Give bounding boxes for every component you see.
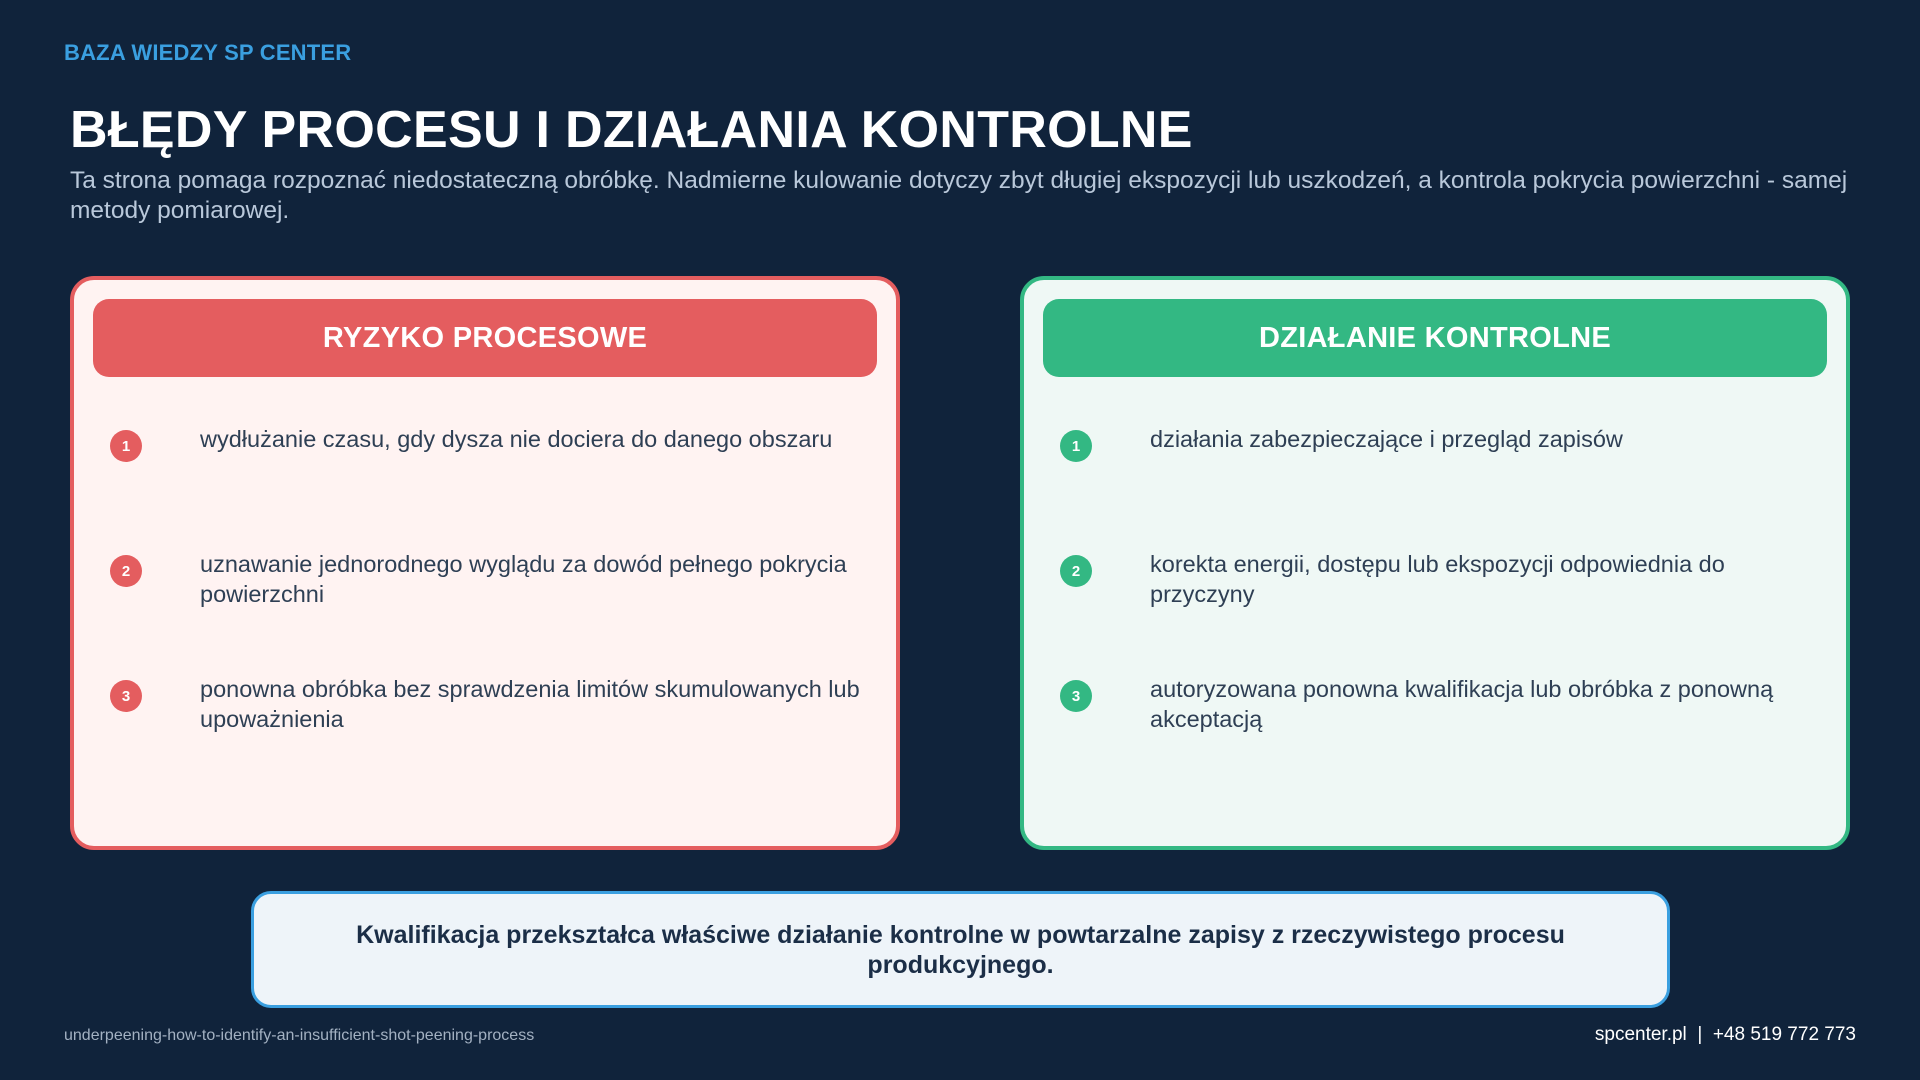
number-badge: 1 — [1060, 430, 1092, 462]
number-badge: 3 — [1060, 680, 1092, 712]
risk-item-text: uznawanie jednorodnego wyglądu za dowód pełnego pokrycia powierzchni — [200, 551, 847, 607]
footer-contact: spcenter.pl | +48 519 772 773 — [1594, 1024, 1856, 1045]
risk-panel — [70, 276, 900, 850]
control-panel — [1020, 276, 1850, 850]
page-subtitle: Ta strona pomaga rozpoznać niedostateczną obróbkę. Nadmierne kulowanie dotyczy zbyt długiej ekspozycji lub uszkodzeń, a kontrola pokrycia powierzchni - samej metody pomiarowej. — [70, 167, 1848, 224]
control-item-text: korekta energii, dostępu lub ekspozycji odpowiednia do przyczyny — [1150, 551, 1725, 607]
risk-item-text: ponowna obróbka bez sprawdzenia limitów skumulowanych lub upoważnienia — [200, 676, 860, 732]
summary-callout-text: Kwalifikacja przekształca właściwe działanie kontrolne w powtarzalne zapisy z rzeczywistego procesu produkcyjnego. — [356, 920, 1565, 979]
control-panel-heading: DZIAŁANIE KONTROLNE — [1043, 299, 1827, 377]
risk-panel-heading: RYZYKO PROCESOWE — [93, 299, 877, 377]
brand-eyebrow: BAZA WIEDZY SP CENTER — [64, 40, 352, 65]
number-badge: 2 — [1060, 555, 1092, 587]
page-title: BŁĘDY PROCESU I DZIAŁANIA KONTROLNE — [70, 101, 1193, 159]
number-badge: 3 — [110, 680, 142, 712]
risk-item-text: wydłużanie czasu, gdy dysza nie dociera do danego obszaru — [200, 426, 833, 452]
number-badge: 2 — [110, 555, 142, 587]
control-item-text: działania zabezpieczające i przegląd zapisów — [1150, 426, 1623, 452]
footer-slug: underpeening-how-to-identify-an-insufficient-shot-peening-process — [64, 1027, 535, 1044]
control-item-text: autoryzowana ponowna kwalifikacja lub obróbka z ponowną akceptacją — [1150, 676, 1774, 732]
number-badge: 1 — [110, 430, 142, 462]
summary-callout — [251, 891, 1670, 1008]
